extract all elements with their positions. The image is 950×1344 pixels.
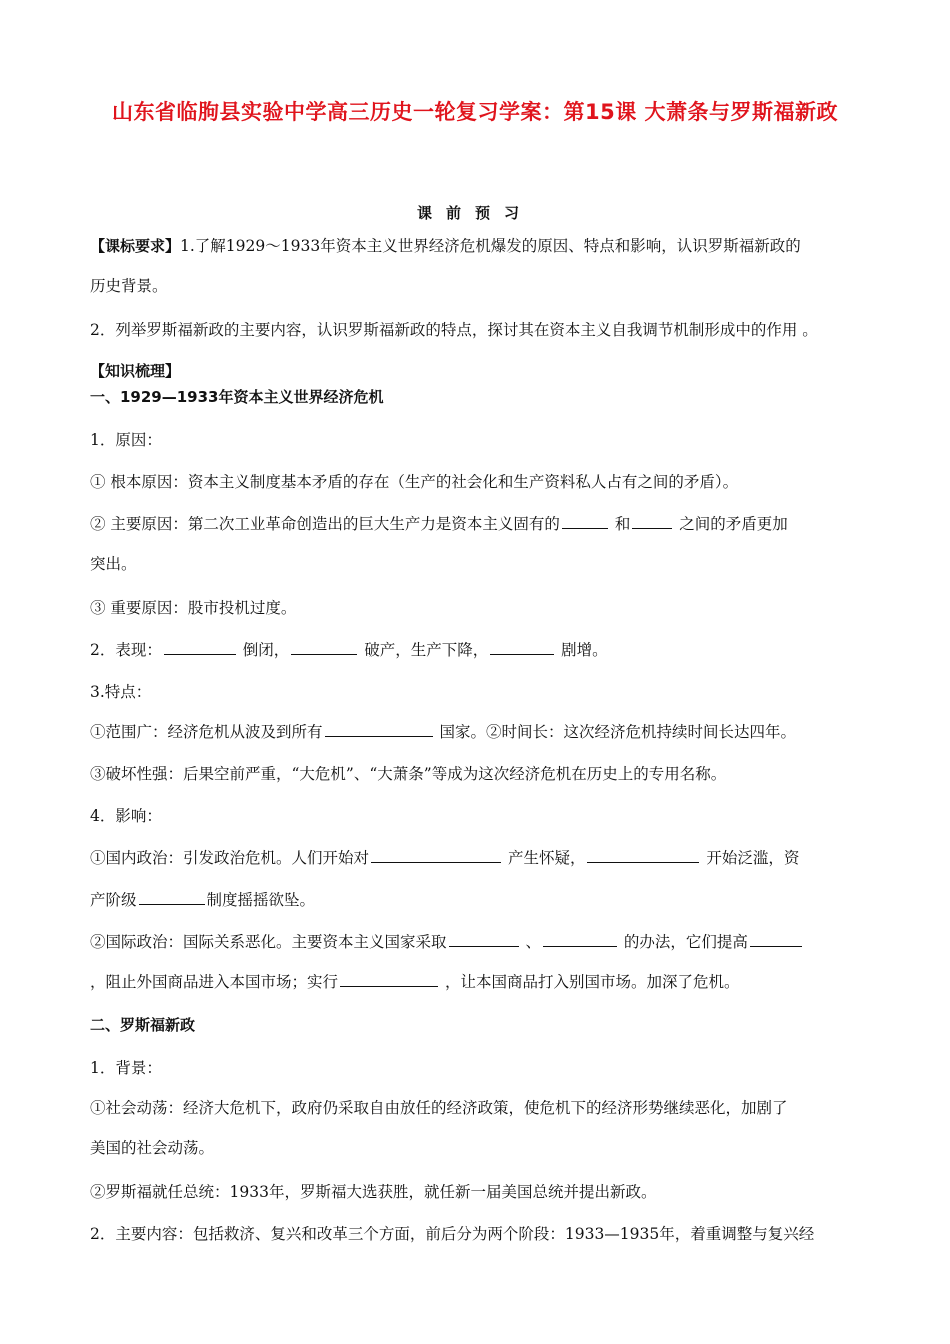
fill-blank[interactable]: [291, 640, 357, 655]
fill-blank[interactable]: [490, 640, 554, 655]
feature-title: 3.特点：: [90, 683, 152, 701]
impact-text: 产生怀疑，: [503, 849, 586, 867]
curriculum-requirement-line-2: 历史背景。: [90, 277, 168, 295]
curriculum-requirement-line-1: [90, 234, 870, 256]
cause-main-text: 和: [609, 515, 631, 533]
cause-main-text: 之间的矛盾更加: [674, 515, 788, 533]
impact-text: ②国际政治：国际关系恶化。主要资本主义国家采取: [90, 933, 447, 951]
impact-international-cont: [90, 970, 870, 992]
cause-root: ① 根本原因：资本主义制度基本矛盾的存在（生产的社会化和生产资料私人占有之间的矛盾）。: [90, 473, 739, 491]
fill-blank[interactable]: [632, 514, 672, 529]
fill-blank[interactable]: [750, 932, 802, 947]
impact-text: ，让本国商品打入别国市场。加深了危机。: [440, 973, 740, 991]
impact-text: 开始泛滥，资: [701, 849, 800, 867]
background-social-cont: 美国的社会动荡。: [90, 1139, 215, 1157]
cause-main-cont: 突出。: [90, 555, 137, 573]
document-title: 山东省临朐县实验中学高三历史一轮复习学案：第15课 大萧条与罗斯福新政: [111, 100, 839, 124]
impact-text: 的办法，它们提高: [618, 933, 748, 951]
impact-text: ①国内政治：引发政治危机。人们开始对: [90, 849, 370, 867]
impact-text: 产阶级: [90, 891, 137, 909]
background-president: ②罗斯福就任总统：1933年，罗斯福大选获胜，就任新一届美国总统并提出新政。: [90, 1183, 657, 1201]
part-one-title: 一、1929—1933年资本主义世界经济危机: [90, 388, 384, 406]
manifestation-text: 2．表现：: [90, 641, 162, 659]
requirement-text: 1.了解1929～1933年资本主义世界经济危机爆发的原因、特点和影响，认识罗斯福新政的: [180, 237, 801, 255]
fill-blank[interactable]: [449, 932, 519, 947]
cause-title: 1．原因：: [90, 431, 162, 449]
fill-blank[interactable]: [543, 932, 617, 947]
cause-important: ③ 重要原因：股市投机过度。: [90, 599, 297, 617]
feature-destructive: ③破坏性强：后果空前严重，“大危机”、“大萧条”等成为这次经济危机在历史上的专用名称。: [90, 765, 727, 783]
manifestation-text: 倒闭，: [237, 641, 290, 659]
impact-international: [90, 930, 870, 952]
fill-blank[interactable]: [587, 848, 699, 863]
fill-blank[interactable]: [562, 514, 608, 529]
fill-blank[interactable]: [371, 848, 501, 863]
background-title: 1．背景：: [90, 1059, 162, 1077]
manifestation-text: 破产，生产下降，: [359, 641, 489, 659]
curriculum-requirement-item-2: 2．列举罗斯福新政的主要内容，认识罗斯福新政的特点，探讨其在资本主义自我调节机制形成中的作用 。: [90, 321, 818, 339]
feature-text: ①范围广：经济危机从波及到所有: [90, 723, 323, 741]
impact-domestic: [90, 846, 870, 868]
fill-blank[interactable]: [139, 890, 205, 905]
fill-blank[interactable]: [325, 722, 433, 737]
impact-domestic-cont: [90, 888, 870, 910]
feature-text: 国家。②时间长：这次经济危机持续时间长达四年。: [434, 723, 796, 741]
impact-text: 、: [520, 933, 541, 951]
impact-text: ，阻止外国商品进入本国市场；实行: [90, 973, 339, 991]
impact-title: 4．影响：: [90, 807, 162, 825]
part-two-title: 二、罗斯福新政: [90, 1016, 196, 1034]
feature-scope: [90, 720, 870, 742]
fill-blank[interactable]: [340, 972, 438, 987]
manifestation-text: 剧增。: [556, 641, 608, 659]
impact-text: 制度摇摇欲坠。: [206, 891, 316, 909]
cause-main-text: ② 主要原因：第二次工业革命创造出的巨大生产力是资本主义固有的: [90, 515, 560, 533]
background-social: ①社会动荡：经济大危机下，政府仍采取自由放任的经济政策，使危机下的经济形势继续恶化，加剧了: [90, 1099, 788, 1117]
knowledge-label: 【知识梳理】: [90, 362, 181, 380]
section-heading: 课前预习: [416, 204, 533, 222]
fill-blank[interactable]: [164, 640, 236, 655]
requirement-label: 【课标要求】: [90, 237, 181, 255]
manifestation: [90, 638, 870, 660]
cause-main: [90, 512, 870, 534]
main-content: 2．主要内容：包括救济、复兴和改革三个方面，前后分为两个阶段：1933—1935年，着重调整与复兴经: [90, 1225, 815, 1243]
